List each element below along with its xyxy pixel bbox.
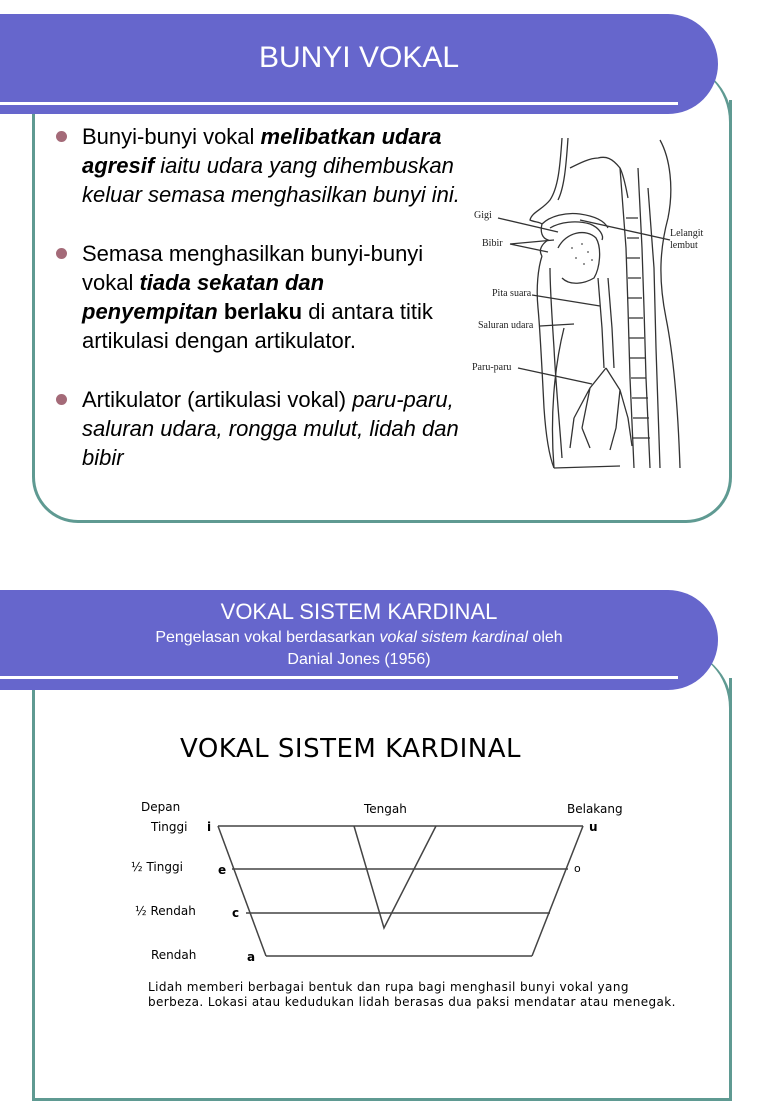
vowel-u: u xyxy=(589,820,598,834)
header-rule xyxy=(0,676,678,679)
label-pita-suara: Pita suara xyxy=(492,288,532,299)
label-gigi: Gigi xyxy=(474,210,492,221)
slide-header xyxy=(0,590,718,690)
col-label-tengah: Tengah xyxy=(364,802,407,816)
vowel-c: c xyxy=(232,906,240,920)
col-label-belakang: Belakang xyxy=(567,802,623,816)
bullet-item: Artikulator (artikulasi vokal) paru-paru, saluran udara, rongga mulut, lidah dan bibir xyxy=(52,385,462,472)
label-lembut: lembut xyxy=(670,240,698,251)
vocal-tract-diagram xyxy=(470,128,720,478)
row-label-rendah: Rendah xyxy=(151,948,197,962)
vowel-e: e xyxy=(218,863,227,877)
row-label-half-tinggi: ½ Tinggi xyxy=(131,860,183,874)
slide-title: VOKAL SISTEM KARDINAL xyxy=(220,599,498,624)
label-saluran-udara: Saluran udara xyxy=(478,320,534,331)
label-bibir: Bibir xyxy=(482,238,503,249)
label-paru-paru: Paru-paru xyxy=(472,362,512,373)
row-label-tinggi: Tinggi xyxy=(151,820,188,834)
slide-bunyi-vokal xyxy=(0,0,768,540)
bullet-dot-icon xyxy=(56,248,67,259)
row-label-half-rendah: ½ Rendah xyxy=(135,904,196,918)
chart-caption: Lidah memberi berbagai bentuk dan rupa bagi menghasil bunyi vokal yang berbeza. Lokasi atau kedudukan lidah berasas dua paksi mendatar atau menegak. xyxy=(148,980,676,1009)
bullet-dot-icon xyxy=(56,394,67,405)
vowel-o: o xyxy=(574,862,581,875)
header-rule xyxy=(0,102,678,105)
bullet-list xyxy=(52,122,462,502)
slide-vokal-sistem-kardinal xyxy=(0,588,768,1024)
vowel-i: i xyxy=(207,820,212,834)
chart-title: VOKAL SISTEM KARDINAL xyxy=(180,734,521,764)
vowel-a: a xyxy=(247,950,256,964)
slide-subtitle: Pengelasan vokal berdasarkan vokal sistem kardinal oleh Danial Jones (1956) xyxy=(155,629,563,668)
slide-header xyxy=(0,14,718,114)
vocal-tract-illustration xyxy=(470,128,720,478)
bullet-item: Bunyi-bunyi vokal melibatkan udara agresif iaitu udara yang dihembuskan keluar semasa menghasilkan bunyi ini. xyxy=(52,122,462,209)
bullet-dot-icon xyxy=(56,131,67,142)
bullet-item: Semasa menghasilkan bunyi-bunyi vokal tiada sekatan dan penyempitan berlaku di antara titik artikulasi dengan artikulator. xyxy=(52,239,462,355)
slide-title: BUNYI VOKAL xyxy=(258,41,460,74)
col-label-depan: Depan xyxy=(141,800,181,814)
label-lelangit: Lelangit xyxy=(670,228,704,239)
